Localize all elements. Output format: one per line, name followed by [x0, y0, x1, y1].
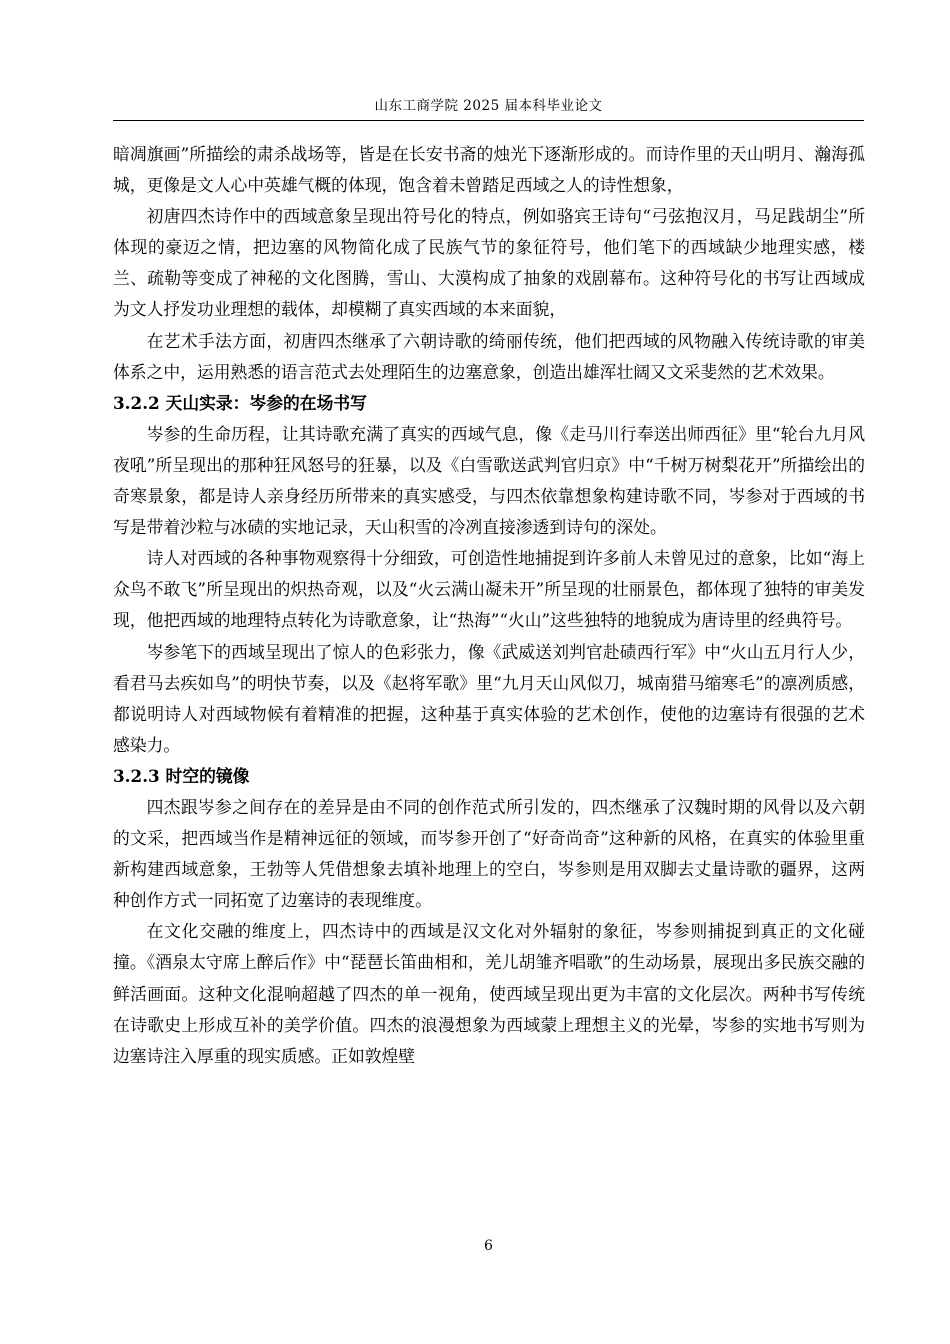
- paragraph: 暗凋旗画”所描绘的肃杀战场等，皆是在长安书斋的烛光下逐渐形成的。而诗作里的天山明月、瀚海孤城，更像是文人心中英雄气概的体现，饱含着未曾踏足西域之人的诗性想象，: [113, 144, 865, 196]
- paragraph: 初唐四杰诗作中的西域意象呈现出符号化的特点，例如骆宾王诗句“弓弦抱汉月，马足践胡尘”所体现的豪迈之情，把边塞的风物简化成了民族气节的象征符号，他们笔下的西域缺少地理实感，楼兰、疏勒等变成了神秘的文化图腾，雪山、大漠构成了抽象的戏剧幕布。这种符号化的书写让西域成为文人抒发功业理想的载体，却模糊了真实西域的本来面貌，: [113, 206, 865, 320]
- header-rule: [113, 120, 864, 121]
- paragraph: 四杰跟岑参之间存在的差异是由不同的创作范式所引发的，四杰继承了汉魏时期的风骨以及六朝的文采，把西域当作是精神远征的领域，而岑参开创了“好奇尚奇”这种新的风格，在真实的体验里重新构建西域意象，王勃等人凭借想象去填补地理上的空白，岑参则是用双脚去丈量诗歌的疆界，这两种创作方式一同拓宽了边塞诗的表现维度。: [113, 796, 865, 911]
- paragraph: 岑参的生命历程，让其诗歌充满了真实的西域气息，像《走马川行奉送出师西征》里“轮台九月风夜吼”所呈现出的那种狂风怒号的狂暴，以及《白雪歌送武判官归京》中“千树万树梨花开”所描绘出的奇寒景象，都是诗人亲身经历所带来的真实感受，与四杰依靠想象构建诗歌不同，岑参对于西域的书写是带着沙粒与冰碛的实地记录，天山积雪的冷冽直接渗透到诗句的深处。: [113, 423, 865, 538]
- paragraph: 在艺术手法方面，初唐四杰继承了六朝诗歌的绮丽传统，他们把西域的风物融入传统诗歌的审美体系之中，运用熟悉的语言范式去处理陌生的边塞意象，创造出雄浑壮阔又文采斐然的艺术效果。: [113, 330, 865, 382]
- section-heading: 3.2.3 时空的镜像: [113, 765, 250, 786]
- paragraph: 在文化交融的维度上，四杰诗中的西域是汉文化对外辐射的象征，岑参则捕捉到真正的文化碰撞。《酒泉太守席上醉后作》中“琵琶长笛曲相和，羌儿胡雏齐唱歌”的生动场景，展现出多民族交融的鲜活画面。这种文化混响超越了四杰的单一视角，使西域呈现出更为丰富的文化层次。两种书写传统在诗歌史上形成互补的美学价值。四杰的浪漫想象为西域蒙上理想主义的光晕，岑参的实地书写则为边塞诗注入厚重的现实质感。正如敦煌壁: [113, 921, 865, 1066]
- section-heading: 3.2.2 天山实录：岑参的在场书写: [113, 392, 367, 413]
- body-text: [113, 139, 865, 1072]
- paragraph: 岑参笔下的西域呈现出了惊人的色彩张力，像《武威送刘判官赴碛西行军》中“火山五月行人少，看君马去疾如鸟”的明快节奏，以及《赵将军歌》里“九月天山风似刀，城南猎马缩寒毛”的凛冽质感，都说明诗人对西域物候有着精准的把握，这种基于真实体验的艺术创作，使他的边塞诗有很强的艺术感染力。: [113, 641, 865, 755]
- running-header: 山东工商学院 2025 届本科毕业论文: [374, 98, 603, 114]
- paragraph: 诗人对西域的各种事物观察得十分细致，可创造性地捕捉到许多前人未曾见过的意象，比如“海上众鸟不敢飞”所呈现出的炽热奇观，以及“火云满山凝未开”所呈现的壮丽景色，都体现了独特的审美发现，他把西域的地理特点转化为诗歌意象，让“热海”“火山”这些独特的地貌成为唐诗里的经典符号。: [113, 548, 865, 631]
- page-number: 6: [484, 1238, 493, 1254]
